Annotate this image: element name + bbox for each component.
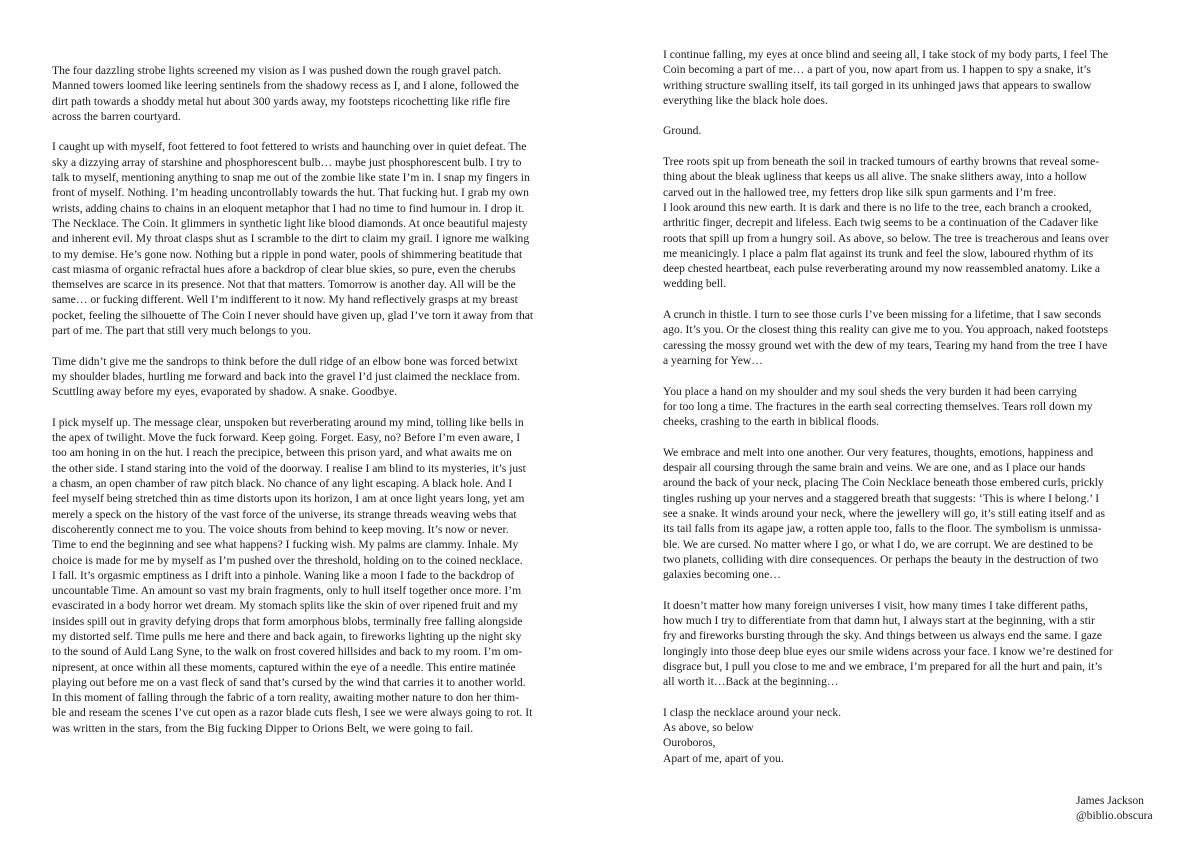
text-line: deep chested heartbeat, each pulse reverberating around my now reassembled anatomy. Like a	[663, 262, 1101, 276]
text-line: I clasp the necklace around your neck.	[663, 705, 842, 719]
text-line: ble and reseam the scenes I’ve cut open as a razor blade cuts flesh, I see we were always going to rot. It	[52, 706, 533, 720]
text-line: playing out before me on a vast fleck of sand that’s cursed by the wind that carries it to another world.	[52, 675, 526, 689]
text-line: tingles rushing up your nerves and a staggered breath that suggests: ‘This is where I belong.’ I	[663, 491, 1100, 505]
text-line: Manned towers loomed like leering sentinels from the shadowy recess as I, and I alone, followed the	[52, 79, 519, 93]
text-line: thing about the bleak ugliness that keeps us all alive. The snake slithers away, into a hollow	[663, 170, 1088, 184]
text-line: ble. We are cursed. No matter where I go, or what I do, we are corrupt. We are destined to be	[663, 537, 1094, 551]
text-line: talk to myself, mentioning anything to snap me out of the zombie like state I’m in. I snap my fingers in	[52, 171, 530, 185]
text-line: my distorted self. Time pulls me here and there and back again, to fireworks lighting up the night sky	[52, 629, 522, 643]
text-line: front of myself. Nothing. I’m heading uncontrollably towards the hut. That fucking hut. I grab my own	[52, 186, 529, 200]
text-line: for too long a time. The fractures in the earth seal correcting themselves. Tears roll down my	[663, 399, 1093, 413]
text-line: around the back of your neck, placing The Coin Necklace beneath those embered curls, prickly	[663, 476, 1104, 490]
right-text-column	[663, 47, 1113, 781]
text-line: Time to end the beginning and see what happens? I fucking wish. My palms are clammy. Inhale. My	[52, 538, 519, 552]
text-line: arthritic finger, decrepit and lifeless. Each twig seems to be a continuation of the Cadaver like	[663, 216, 1099, 230]
text-line: dirt path towards a shoddy metal hut about 300 yards away, my footsteps ricochetting like rifle fire	[52, 94, 511, 108]
text-line: We embrace and melt into one another. Our very features, thoughts, emotions, happiness and	[663, 445, 1094, 459]
text-line: wedding bell.	[663, 277, 727, 291]
text-line: a yearning for Yew…	[663, 353, 763, 367]
text-line: its tail falls from its agape jaw, a rotten apple too, falls to the floor. The symbolism is unmissa-	[663, 522, 1102, 536]
text-line: and inherent evil. My throat clasps shut as I scramble to the dirt to claim my grail. I ignore me walking	[52, 232, 530, 246]
text-line: choice is made for me by myself as I’m pushed over the threshold, holding on to the coined necklace.	[52, 553, 523, 567]
text-line: uncountable Time. An amount so vast my brain fragments, only to hull itself together once more. I’m	[52, 584, 522, 598]
text-line: Ouroboros,	[663, 736, 716, 750]
text-line: evascirated in a body horror wet dream. My stomach splits like the skin of over ripened fruit and my	[52, 599, 518, 613]
text-line: everything like the black hole does.	[663, 93, 828, 107]
text-line: two planets, colliding with dire consequences. Or perhaps the beauty in the destruction of two	[663, 552, 1099, 566]
text-line: too am honing in on the hut. I reach the precipice, between this prison yard, and what awaits me on	[52, 446, 512, 460]
text-line: me meanicingly. I place a palm flat against its trunk and feel the slow, laboured rhythm of its	[663, 246, 1094, 260]
paragraph	[663, 154, 1113, 292]
text-line: In this moment of falling through the fabric of a torn reality, awaiting mother nature to don her thim-	[52, 691, 520, 705]
text-line: same… or fucking different. Well I’m indifferent to it now. My hand reflectively grasps at my breast	[52, 293, 518, 307]
text-line: to my demise. He’s gone now. Nothing but a ripple in pond water, pools of shimmering beatitude that	[52, 247, 523, 261]
text-line: themselves are scarce in its presence. Not that that matters. Tomorrow is another day. All will be the	[52, 278, 516, 292]
author-signature	[1076, 794, 1153, 823]
text-line: caressing the mossy ground wet with the dew of my tears, Tearing my hand from the tree I have	[663, 338, 1108, 352]
left-text-column	[52, 63, 552, 751]
text-line: the other side. I stand staring into the void of the doorway. I realise I am blind to its mysteries, it’s just	[52, 461, 526, 475]
text-line: the apex of twilight. Move the fuck forward. Keep going. Forget. Easy, no? Before I’m even aware, I	[52, 431, 521, 445]
paragraph	[52, 63, 552, 124]
paragraph	[663, 705, 1113, 766]
text-line: discoherently connect me to you. The voice shouts from behind to keep moving. It’s now or never.	[52, 522, 509, 536]
text-line: disgrace but, I pull you close to me and we embrace, I’m prepared for all the hurt and pain, it’s	[663, 659, 1103, 673]
text-line: wrists, adding chains to chains in an eloquent metaphor that I had no time to find humour in. I drop it.	[52, 201, 525, 215]
text-line: Tree roots spit up from beneath the soil in tracked tumours of earthy browns that reveal some-	[663, 155, 1100, 169]
text-line: despair all coursing through the same brain and veins. We are one, and as I place our hands	[663, 461, 1086, 475]
paragraph	[663, 123, 1113, 138]
paragraph	[52, 139, 552, 338]
author-handle: @biblio.obscura	[1076, 808, 1153, 822]
paragraph	[52, 415, 552, 736]
text-line: The four dazzling strobe lights screened my vision as I was pushed down the rough gravel patch.	[52, 64, 502, 77]
text-line: It doesn’t matter how many foreign universes I visit, how many times I take different paths,	[663, 598, 1088, 612]
text-line: I continue falling, my eyes at once blind and seeing all, I take stock of my body parts, I feel The	[663, 48, 1109, 61]
paragraph	[663, 307, 1113, 368]
text-line: I pick myself up. The message clear, unspoken but reverberating around my mind, tolling like bells in	[52, 415, 524, 429]
text-line: I look around this new earth. It is dark and there is no life to the tree, each branch a crooked,	[663, 200, 1092, 214]
text-line: merely a speck on the history of the vast force of the universe, its strange threads weaving webs that	[52, 507, 517, 521]
text-line: I caught up with myself, foot fettered to foot fettered to wrists and haunching over in quiet defeat. The	[52, 140, 527, 154]
text-line: ago. It’s you. Or the closest thing this reality can give me to you. You approach, naked footsteps	[663, 323, 1108, 337]
text-line: how much I try to differentiate from that damn hut, I always start at the beginning, with a stir	[663, 613, 1095, 627]
text-line: all worth it…Back at the beginning…	[663, 675, 839, 689]
text-line: As above, so below	[663, 721, 754, 735]
text-line: The Necklace. The Coin. It glimmers in synthetic light like blood diamonds. At once beautiful majesty	[52, 216, 528, 230]
text-line: writhing structure swalling itself, its tail gorged in its unhinged jaws that appears to swallow	[663, 78, 1092, 92]
text-line: pocket, feeling the silhouette of The Coin I never should have given up, glad I’ve torn it away from that	[52, 308, 534, 322]
text-line: insides spill out in gravity defying drops that form amorphous blobs, terminally free falling alongside	[52, 614, 523, 628]
text-line: across the barren courtyard.	[52, 109, 181, 123]
text-line: my shoulder blades, hurtling me forward and back into the gravel I’d just claimed the necklace from.	[52, 369, 521, 383]
text-line: part of me. The part that still very much belongs to you.	[52, 324, 311, 338]
text-line: Apart of me, apart of you.	[663, 751, 784, 765]
text-line: a chasm, an open chamber of raw pitch black. No chance of any light escaping. A black hole. And I	[52, 477, 513, 491]
paragraph	[52, 354, 552, 400]
text-line: Time didn’t give me the sandrops to think before the dull ridge of an elbow bone was forced betwixt	[52, 354, 518, 368]
text-line: to the sound of Auld Lang Syne, to the walk on frost covered hillsides and back to my room. I’m om-	[52, 645, 523, 659]
text-line: nipresent, at once within all these moments, captured within the eye of a needle. This entire matinée	[52, 660, 516, 674]
text-line: cast miasma of organic refractal hues afore a backdrop of clear blue skies, so pure, even the cherubs	[52, 262, 516, 276]
paragraph	[663, 384, 1113, 430]
text-line: see a snake. It winds around your neck, where the jewellery will go, it’s still eating itself and as	[663, 506, 1106, 520]
text-line: I fall. It’s orgasmic emptiness as I drift into a pinhole. Waning like a moon I fade to the backdrop of	[52, 568, 515, 582]
text-line: galaxies becoming one…	[663, 568, 781, 582]
text-line: A crunch in thistle. I turn to see those curls I’ve been missing for a lifetime, that I saw seconds	[663, 308, 1102, 322]
paragraph	[663, 47, 1113, 108]
text-line: cheeks, crashing to the earth in biblical floods.	[663, 415, 880, 429]
text-line: longingly into those deep blue eyes our smile widens across your face. I know we’re destined for	[663, 644, 1113, 658]
author-name: James Jackson	[1076, 794, 1144, 807]
paragraph	[663, 598, 1113, 690]
text-line: Coin becoming a part of me… a part of you, now apart from us. I happen to spy a snake, it’s	[663, 63, 1091, 77]
text-line: sky a dizzying array of starshine and phosphorescent bulb… maybe just phosphorescent bulb. I try to	[52, 155, 522, 169]
text-line: feel myself being stretched thin as time distorts upon its horizon, I am at once light years long, yet am	[52, 492, 525, 506]
paragraph	[663, 445, 1113, 583]
text-line: was written in the stars, from the Big fucking Dipper to Orions Belt, we were going to fail.	[52, 721, 474, 735]
text-line: You place a hand on my shoulder and my soul sheds the very burden it had been carrying	[663, 384, 1077, 398]
text-line: Scuttling away before my eyes, evaporated by shadow. A snake. Goodbye.	[52, 385, 398, 399]
text-line: roots that spill up from a hungry soil. As above, so below. The tree is treacherous and leans over	[663, 231, 1109, 245]
text-line: Ground.	[663, 124, 702, 138]
text-line: fry and fireworks bursting through the sky. And things between us always end the same. I gaze	[663, 629, 1103, 643]
text-line: carved out in the hallowed tree, my fetters drop like silk spun garments and I’m free.	[663, 185, 1057, 199]
